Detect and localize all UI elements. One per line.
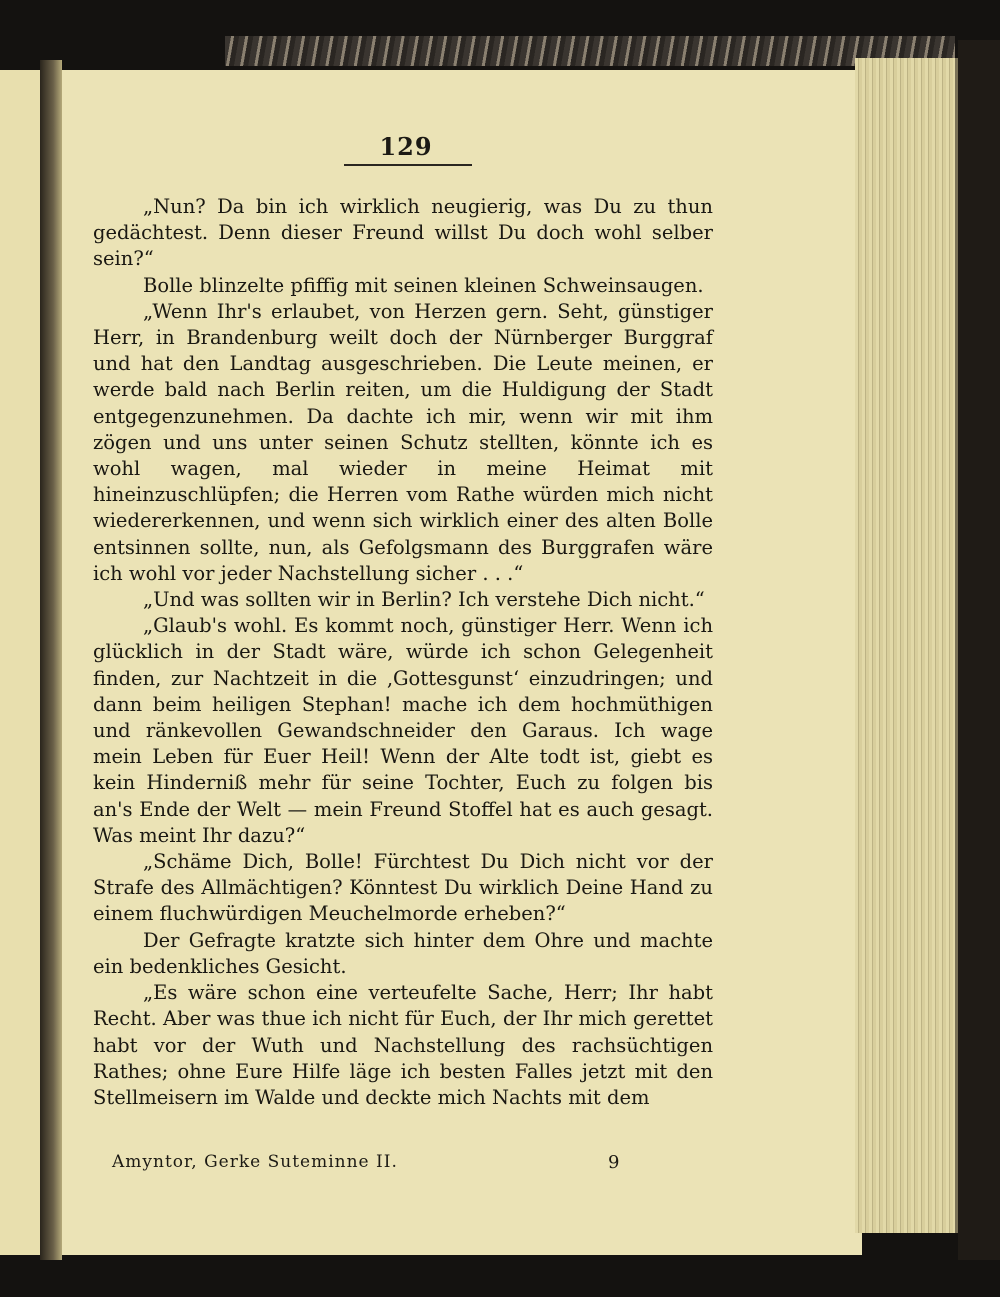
page-edges xyxy=(855,58,958,1233)
left-page-edge xyxy=(0,70,40,1255)
book-cover-edge xyxy=(958,40,1000,1260)
paragraph-5: „Glaub's wohl. Es kommt noch, günstiger Herr. Wenn ich glücklich in der Stadt wäre, würde ich schon Gelegenheit finden, zur Nachtzeit in die ‚Gottesgunst‘ einzudringen; und dann beim heiligen Stephan! mache ich dem hochmüthigen und ränkevollen Gewandschneider den Garaus. Ich wage mein Leben für Euer Heil! Wenn der Alte todt ist, giebt es kein Hinderniß mehr für seine Tochter, Euch zu folgen bis an's Ende der Welt — mein Freund Stoffel hat es auch gesagt. Was meint Ihr dazu?“ xyxy=(93,614,713,847)
paragraph-2: Bolle blinzelte pfiffig mit seinen kleinen Schweinsaugen. xyxy=(143,273,704,297)
book-headband xyxy=(225,36,955,66)
paragraph-4: „Und was sollten wir in Berlin? Ich verstehe Dich nicht.“ xyxy=(143,588,705,612)
paragraph-6: „Schäme Dich, Bolle! Fürchtest Du Dich nicht vor der Strafe des Allmächtigen? Könntest Du wirklich Deine Hand zu einem fluchwürdigen Meuchelmorde erheben?“ xyxy=(93,850,713,926)
book-gutter xyxy=(40,60,62,1260)
paragraph-8: „Es wäre schon eine verteufelte Sache, Herr; Ihr habt Recht. Aber was thue ich nicht für Euch, der Ihr mich gerettet habt vor der Wuth und Nachstellung des rachsüchtigen Rathes; ohne Eure Hilfe läge ich besten Falles jetzt mit den Stellmeisern im Walde und deckte mich Nachts mit dem xyxy=(93,981,713,1109)
text-body xyxy=(93,194,713,1111)
page-number: 129 xyxy=(379,132,433,161)
footer-signature-mark: 9 xyxy=(608,1152,620,1173)
footer-signature: Amyntor, Gerke Suteminne II. xyxy=(112,1152,398,1172)
paragraph-3: „Wenn Ihr's erlaubet, von Herzen gern. Seht, günstiger Herr, in Brandenburg weilt doch der Nürnberger Burggraf und hat den Landtag ausgeschrieben. Die Leute meinen, er werde bald nach Berlin reiten, um die Huldigung der Stadt entgegenzunehmen. Da dachte ich mir, wenn wir mit ihm zögen und uns unter seinen Schutz stellten, könnte ich es wohl wagen, mal wieder in meine Heimat mit hineinzuschlüpfen; die Herren vom Rathe würden mich nicht wiedererkennen, und wenn sich wirklich einer des alten Bolle entsinnen sollte, nun, als Gefolgsmann des Burggrafen wäre ich wohl vor jeder Nachstellung sicher . . .“ xyxy=(93,299,713,585)
paragraph-1: „Nun? Da bin ich wirklich neugierig, was Du zu thun gedächtest. Denn dieser Freund willst Du doch wohl selber sein?“ xyxy=(93,195,713,271)
paragraph-7: Der Gefragte kratzte sich hinter dem Ohre und machte ein bedenkliches Gesicht. xyxy=(93,928,713,978)
page-number-rule xyxy=(344,164,472,166)
